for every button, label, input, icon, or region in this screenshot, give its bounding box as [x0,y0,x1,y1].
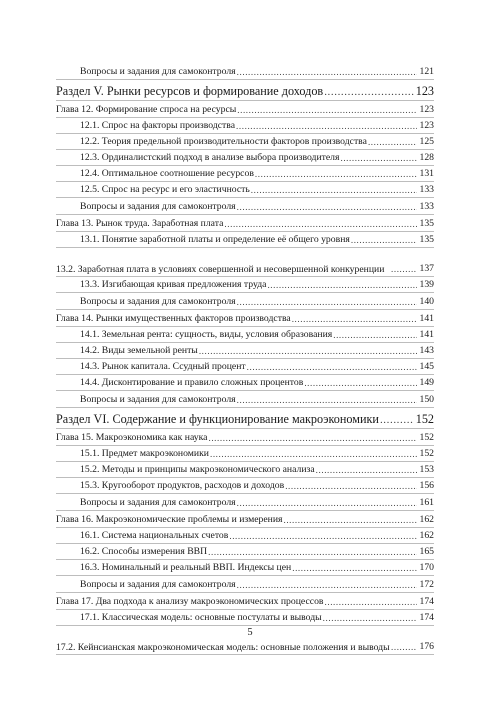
toc-entry-title: 12.2. Теория предельной производительности факторов производства [80,136,367,147]
toc-entry-row [56,327,434,343]
dot-leader [208,432,417,445]
toc-entry-row [56,462,434,478]
dot-leader [237,66,418,79]
dot-leader [224,218,417,231]
toc-page-number: 152 [419,432,434,443]
toc-page-number: 121 [419,66,434,77]
toc-page-number: 133 [419,184,434,195]
toc-entry-row [56,166,434,182]
dot-leader [208,546,417,559]
dot-leader [237,497,418,510]
toc-entry-row [56,118,434,134]
toc-page-number: 135 [419,234,434,245]
dot-leader [340,152,417,165]
toc-entry-title: 16.1. Система национальных счетов [80,530,229,541]
toc-entry-title: 13.1. Понятие заработной платы и определение её общего уровня [80,234,350,245]
dot-leader [237,201,418,214]
toc-page-number: 141 [419,313,434,324]
toc-chapter-row [56,101,434,118]
toc-page-number: 133 [419,201,434,212]
toc-page-number: 140 [419,296,434,307]
toc-entry-title: Глава 16. Макроэкономические проблемы и измерения [56,514,283,525]
dot-leader [391,641,417,654]
table-of-contents [56,63,434,655]
toc-page-number: 131 [419,168,434,179]
toc-page-number: 143 [419,345,434,356]
page-number: 5 [247,627,253,638]
toc-entry-row [56,248,434,277]
dot-leader [229,530,417,543]
dot-leader [267,279,417,292]
toc-entry-title: 12.4. Оптимальное соотношение ресурсов [80,168,254,179]
toc-entry-title: Вопросы и задания для самоконтроля [80,394,236,405]
toc-entry-title: Глава 13. Рынок труда. Заработная плата [56,218,224,229]
dot-leader [237,579,418,592]
dot-leader [292,562,417,575]
toc-page-number: 162 [419,514,434,525]
toc-entry-row [56,528,434,544]
toc-entry-row [56,391,434,408]
toc-entry-row [56,544,434,560]
toc-page-number: 150 [419,394,434,405]
toc-page-number: 170 [419,562,434,573]
toc-entry-row [56,494,434,511]
toc-entry-row [56,375,434,391]
toc-entry-title: Глава 15. Макроэкономика как наука [56,432,208,443]
dot-leader [283,514,417,527]
toc-entry-row [56,446,434,462]
toc-entry-title: Вопросы и задания для самоконтроля [80,579,236,590]
toc-entry-title: 12.3. Ординалистский подход в анализе выбора производителя [80,152,340,163]
toc-chapter-row [56,511,434,528]
toc-page-number: 152 [415,412,434,426]
toc-page-number: 176 [419,641,434,652]
dot-leader [247,361,418,374]
dot-leader [236,120,417,133]
toc-page-number: 149 [419,377,434,388]
toc-page-number: 152 [419,448,434,459]
dot-leader [351,234,418,247]
dot-leader [292,313,418,326]
dot-leader [251,184,418,197]
toc-chapter-row [56,429,434,446]
dot-leader [199,345,418,358]
toc-entry-title: Раздел V. Рынки ресурсов и формирование доходов [56,84,324,98]
toc-page-number: 161 [419,497,434,508]
toc-page-number: 135 [419,218,434,229]
dot-leader [237,104,417,117]
toc-entry-title: Вопросы и задания для самоконтроля [80,296,236,307]
toc-page-number: 123 [415,84,434,98]
toc-page-number: 172 [419,579,434,590]
toc-entry-title: 15.2. Методы и принципы макроэкономического анализа [80,464,315,475]
toc-entry-row [56,232,434,248]
toc-entry-title: Вопросы и задания для самоконтроля [80,497,236,508]
toc-entry-title: 14.1. Земельная рента: сущность, виды, условия образования [80,329,333,340]
dot-leader [304,377,417,390]
dot-leader [380,413,414,428]
toc-entry-title: 14.4. Дисконтирование и правило сложных процентов [80,377,304,388]
toc-entry-title: 14.2. Виды земельной ренты [80,345,198,356]
toc-section-row [56,408,434,429]
dot-leader [316,464,418,477]
dot-leader [323,612,418,625]
toc-entry-title: 16.2. Способы измерения ВВП [80,546,208,557]
toc-entry-title: Раздел VI. Содержание и функционирование макроэкономики [56,412,379,426]
toc-entry-title: 15.1. Предмет макроэкономики [80,448,209,459]
dot-leader [325,596,418,609]
toc-entry-row [56,198,434,215]
toc-chapter-row [56,215,434,232]
toc-page-number: 123 [419,120,434,131]
toc-entry-title: 15.3. Кругооборот продуктов, расходов и доходов [80,480,285,491]
toc-entry-title: 12.1. Спрос на факторы производства [80,120,236,131]
toc-entry-row [56,134,434,150]
dot-leader [237,394,418,407]
toc-entry-title: 17.1. Классическая модель: основные постулаты и выводы [80,612,322,623]
dot-leader [210,448,418,461]
dot-leader [255,168,418,181]
toc-entry-row [56,343,434,359]
toc-page-number: 162 [419,530,434,541]
dot-leader [285,480,417,493]
toc-page-number: 165 [419,546,434,557]
toc-entry-title: 12.5. Спрос на ресурс и его эластичность [80,184,250,195]
toc-entry-title: Вопросы и задания для самоконтроля [80,201,236,212]
toc-page-number: 125 [419,136,434,147]
toc-entry-title: Глава 12. Формирование спроса на ресурсы [56,104,237,115]
toc-entry-row [56,610,434,626]
dot-leader [333,329,417,342]
toc-chapter-row [56,593,434,610]
toc-chapter-row [56,310,434,327]
toc-entry-title: 13.3. Изгибающая кривая предложения труда [80,279,267,290]
toc-entry-row [56,478,434,494]
toc-entry-row [56,293,434,310]
dot-leader [368,136,418,149]
toc-entry-row [56,150,434,166]
toc-entry-row [56,277,434,293]
toc-page-number: 137 [419,263,434,274]
toc-entry-title: Глава 14. Рынки имущественных факторов производства [56,313,291,324]
toc-entry-row [56,182,434,198]
dot-leader [324,85,414,100]
toc-entry-row [56,576,434,593]
toc-page-number: 128 [419,152,434,163]
toc-entry-title: Глава 17. Два подхода к анализу макроэкономических процессов [56,596,324,607]
toc-entry-title: Вопросы и задания для самоконтроля [80,66,236,77]
toc-page-number: 141 [419,329,434,340]
toc-page-number: 123 [419,104,434,115]
toc-page-number: 174 [419,596,434,607]
toc-entry-row [56,359,434,375]
toc-entry-title: 16.3. Номинальный и реальный ВВП. Индексы цен [80,562,292,573]
toc-page-number: 174 [419,612,434,623]
toc-entry-title: 14.3. Рынок капитала. Ссудный процент [80,361,246,372]
toc-section-row [56,80,434,101]
toc-page-number: 145 [419,361,434,372]
toc-entry-row [56,560,434,576]
toc-entry-title: 13.2. Заработная плата в условиях совершенной и несовершенной конкуренции [56,264,385,275]
toc-page-number: 156 [419,480,434,491]
toc-page-number: 139 [419,279,434,290]
toc-entry-title: 17.2. Кейнсианская макроэкономическая модель: основные положения и выводы [56,642,390,653]
dot-leader [391,263,417,276]
toc-entry-row [56,63,434,80]
dot-leader [237,296,418,309]
toc-page-number: 153 [419,464,434,475]
